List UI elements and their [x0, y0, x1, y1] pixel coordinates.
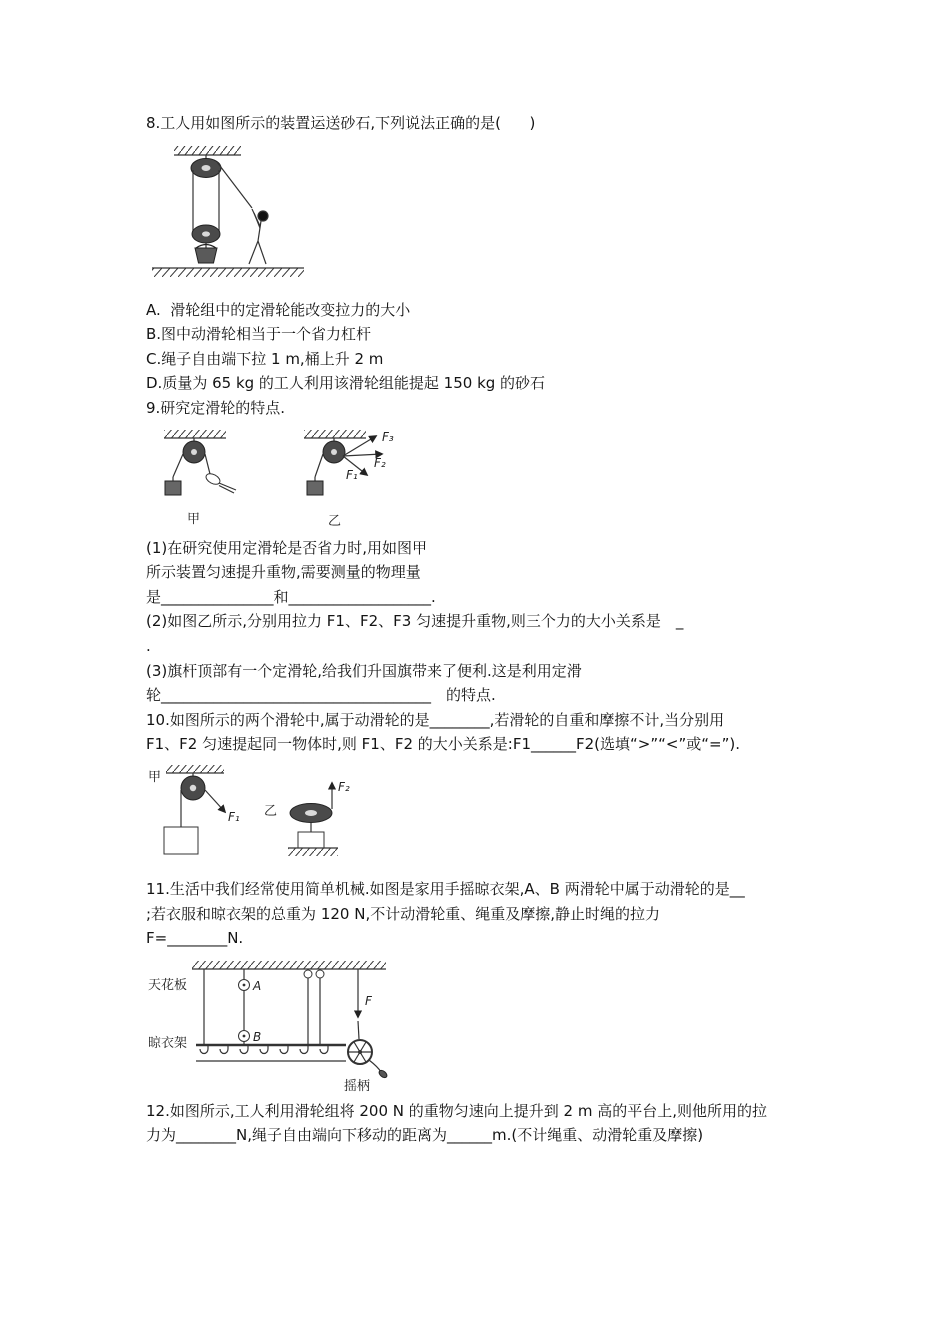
q11-label-a: A [253, 978, 262, 993]
q10-label-f2: F₂ [338, 779, 350, 794]
q9-label-f1: F₁ [346, 467, 358, 482]
q11-ceiling-pulley-1 [304, 970, 312, 978]
q11-stem-line3: F=________N. [146, 929, 244, 948]
q11-label-f: F [365, 993, 372, 1008]
q9-part2-end: . [146, 636, 151, 655]
q9-label-f3: F₃ [382, 429, 394, 444]
q9-label-yi: 乙 [328, 513, 342, 529]
q9-part1-line1: (1)在研究使用定滑轮是否省力时,用如图甲 [146, 538, 428, 557]
q10-setup-jia [148, 765, 240, 854]
q10-jia-load [164, 827, 198, 854]
q11-crank-wheel [348, 1040, 388, 1079]
q9-jia-hand [204, 471, 236, 492]
q9-setup-yi [304, 430, 394, 529]
q10-stem-line2: F1、F2 匀速提起同一物体时,则 F1、F2 的大小关系是:F1______F2(选填“>”“<”或“=”). [146, 735, 740, 754]
q10-yi-load [298, 832, 324, 848]
q9-part1-line3: 是_______________和___________________. [146, 587, 436, 606]
q11-stem-line2: ;若衣服和晾衣架的总重为 120 N,不计动滑轮重、绳重及摩擦,静止时绳的拉力 [146, 904, 660, 923]
q8-option-d: D.质量为 65 kg 的工人利用该滑轮组能提起 150 kg 的砂石 [146, 374, 546, 393]
q11-rack-bar [196, 1045, 346, 1061]
q9-fixed-pulley-experiment-diagram [146, 427, 426, 530]
q9-yi-weight [307, 481, 323, 495]
q8-pulley-system-diagram [146, 142, 311, 292]
q8-option-b: B.图中动滑轮相当于一个省力杠杆 [146, 325, 372, 344]
q11-stem-line1: 11.生活中我们经常使用简单机械.如图是家用手摇晾衣架,A、B 两滑轮中属于动滑轮的是__ [146, 879, 745, 898]
q11-label-ceiling: 天花板 [148, 977, 188, 993]
q10-two-pulleys-diagram [146, 763, 376, 871]
q12-stem-line2: 力为________N,绳子自由端向下移动的距离为______m.(不计绳重、动滑轮重及摩擦) [146, 1126, 704, 1145]
q11-label-crank: 摇柄 [344, 1078, 371, 1094]
q8-stem: 8.工人用如图所示的装置运送砂石,下列说法正确的是( ) [146, 114, 536, 132]
q11-ceiling-pulley-2 [316, 970, 324, 978]
q11-label-b: B [253, 1029, 262, 1044]
q10-label-yi: 乙 [264, 803, 278, 819]
q8-option-c: C.绳子自由端下拉 1 m,桶上升 2 m [146, 349, 384, 368]
worksheet-content [146, 111, 826, 1148]
q9-label-jia: 甲 [187, 511, 201, 527]
q10-label-jia: 甲 [148, 769, 162, 785]
q9-jia-weight [165, 481, 181, 495]
q11-ceiling [192, 961, 386, 969]
q9-part1-line2: 所示装置匀速提升重物,需要测量的物理量 [146, 563, 421, 582]
q9-part3-line1: (3)旗杆顶部有一个定滑轮,给我们升国旗带来了便利.这是利用定滑 [146, 661, 582, 680]
q9-stem: 9.研究定滑轮的特点. [146, 398, 286, 417]
q8-worker-figure [249, 209, 268, 264]
q8-ground [152, 268, 304, 277]
q12-stem-line1: 12.如图所示,工人利用滑轮组将 200 N 的重物匀速向上提升到 2 m 高的平台上,则他所用的拉 [146, 1101, 768, 1120]
q9-part2: (2)如图乙所示,分别用拉力 F1、F2、F3 匀速提升重物,则三个力的大小关系是 _ [146, 612, 684, 631]
q9-setup-jia [164, 430, 236, 527]
q8-ceiling [174, 146, 241, 159]
q10-label-f1: F₁ [228, 809, 240, 824]
q9-part3-line2: 轮____________________________________ 的特点. [146, 686, 496, 705]
q11-label-rack: 晾衣架 [148, 1035, 188, 1051]
q9-label-f2: F₂ [374, 455, 386, 470]
q11-ropes [204, 969, 358, 1045]
q8-fixed-pulley [191, 158, 221, 177]
q10-setup-yi [264, 780, 350, 856]
q8-option-a: A. 滑轮组中的定滑轮能改变拉力的大小 [146, 300, 411, 319]
q10-stem-line1: 10.如图所示的两个滑轮中,属于动滑轮的是________,若滑轮的自重和摩擦不计,当分别用 [146, 710, 725, 729]
q11-clothes-rack-diagram [146, 957, 406, 1093]
